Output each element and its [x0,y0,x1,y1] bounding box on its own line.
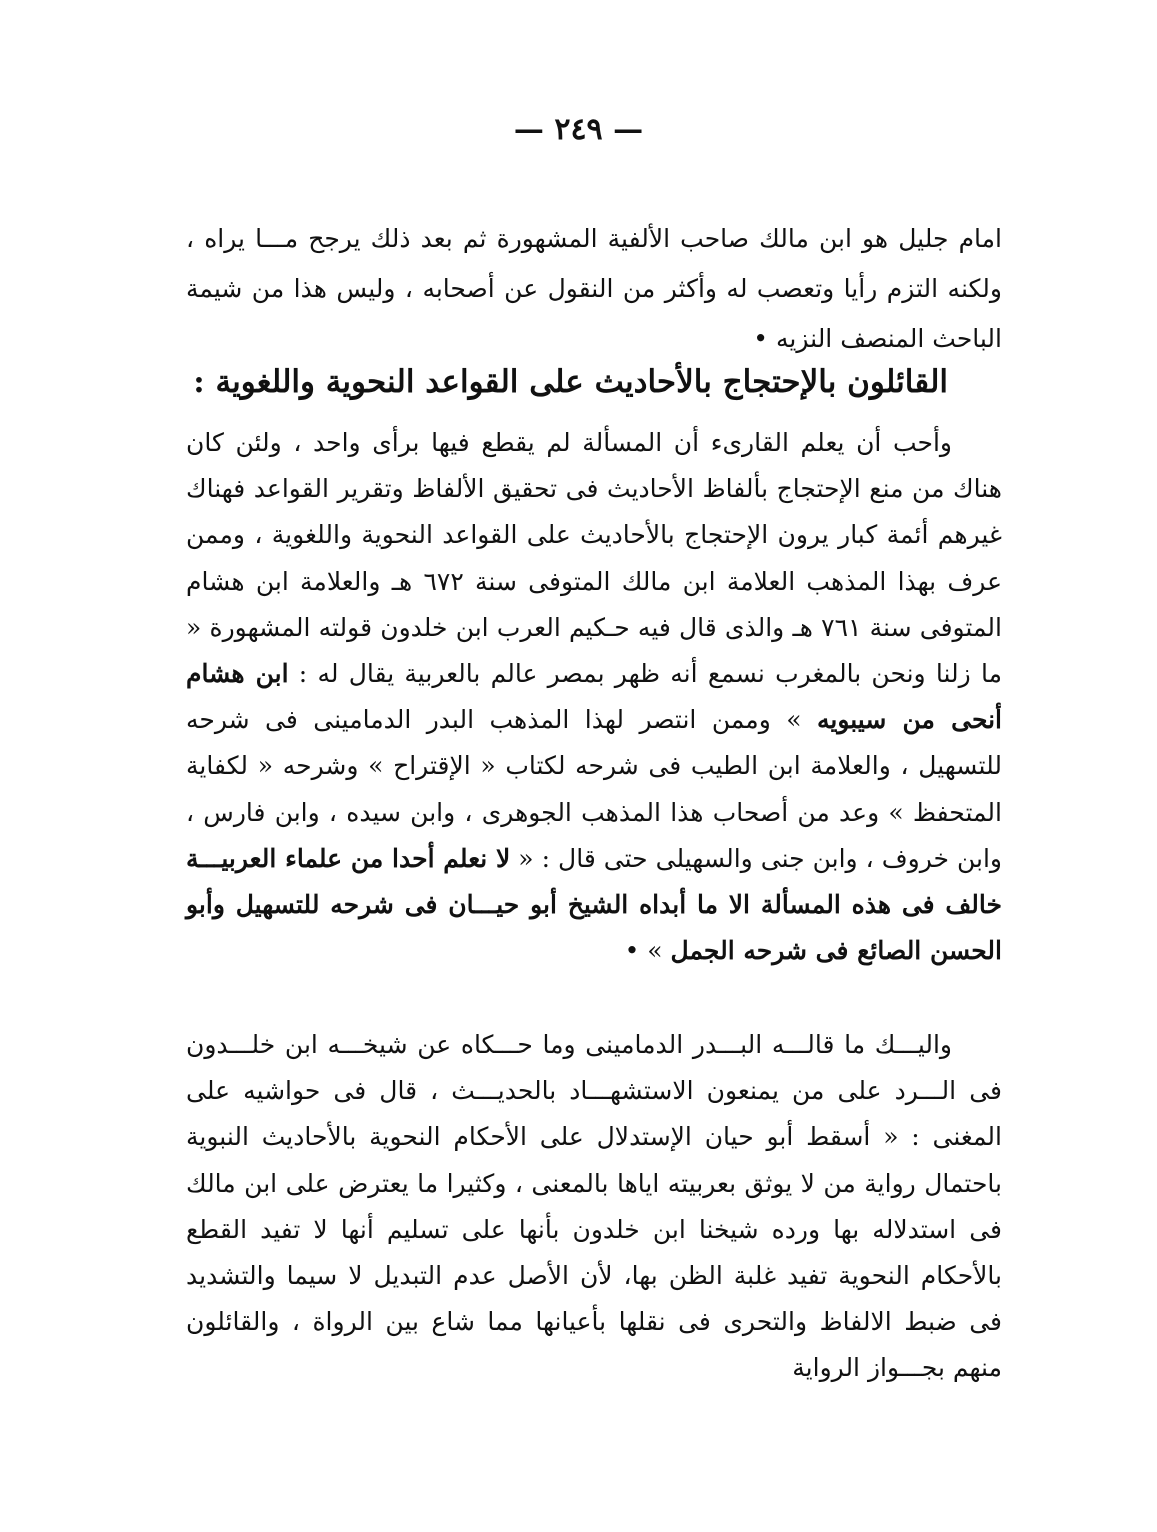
paragraph-2-quote-2: لا نعلم أحدا من علماء العربيـــة خالف فى هذه المسألة الا ما أبداه الشيخ أبو حيـــان فى شرحه للتسهيل وأبو الحسن الصائع فى شرحه الجمل [186,843,1002,966]
page-number: — ٢٤٩ — [513,112,644,147]
paragraph-2-quote-1: ابن هشام أنحى من سيبويه [186,659,1002,735]
paragraph-2-text-1: وأحب أن يعلم القارىء أن المسألة لم يقطع فيها برأى واحد ، ولئن كان هناك من منع الإحتجاج بألفاظ الأحاديث فى تحقيق الألفاظ وتقرير القواعد فهناك غيرهم أئمة كبار يرون الإحتجاج بالأحاديث على القواعد النحوية واللغوية ، وممن عرف بهذا المذهب العلامة ابن مالك المتوفى سنة ٦٧٢ هـ والعلامة ابن هشام المتوفى سنة ٧٦١ هـ والذى قال فيه حـكيم العرب ابن خلدون قولته المشهورة « ما زلنا ونحن بالمغرب نسمع أنه ظهر بمصر عالم بالعربية يقال له : [186,428,1002,689]
paragraph-2-text-3: » • [624,936,671,966]
intro-paragraph: امام جليل هو ابن مالك صاحب الألفية المشهورة ثم بعد ذلك يرجح مـــا يراه ، ولكنه التزم رأيا وتعصب له وأكثر من النقول عن أصحابه ، وليس هذا من شيمة الباحث المنصف النزيه • [186,224,1002,353]
body-paragraph-3: واليـــك ما قالـــه البـــدر الدمامينى وما حـــكاه عن شيخـــه ابن خلـــدون فى الـــرد على من يمنعون الاستشهـــاد بالحديـــث ، قال فى حواشيه على المغنى : « أسقط أبو حيان الإستدلال على الأحكام النحوية بالأحاديث النبوية باحتمال رواية من لا يوثق بعربيته اياها بالمعنى ، وكثيرا ما يعترض على ابن مالك فى استدلاله بها ورده شيخنا ابن خلدون بأنها على تسليم أنها لا تفيد القطع بالأحكام النحوية تفيد غلبة الظن بها، لأن الأصل عدم التبديل لا سيما والتشديد فى ضبط الالفاظ والتحرى فى نقلها بأعيانها مما شاع بين الرواة ، والقائلون منهم بجـــواز الرواية [186,1030,1002,1383]
paragraph-2-text-2: » وممن انتصر لهذا المذهب البدر الدمامينى فى شرحه للتسهيل ، والعلامة ابن الطيب فى شرحه لكتاب « الإقتراح » وشرحه « لكفاية المتحفظ » وعد من أصحاب هذا المذهب الجوهرى ، وابن سيده ، وابن فارس ، وابن خروف ، وابن جنى والسهيلى حتى قال : « [186,705,1002,873]
section-heading: القائلون بالإحتجاج بالأحاديث على القواعد النحوية واللغوية : [193,364,948,400]
body-paragraph-2 [186,420,1002,974]
